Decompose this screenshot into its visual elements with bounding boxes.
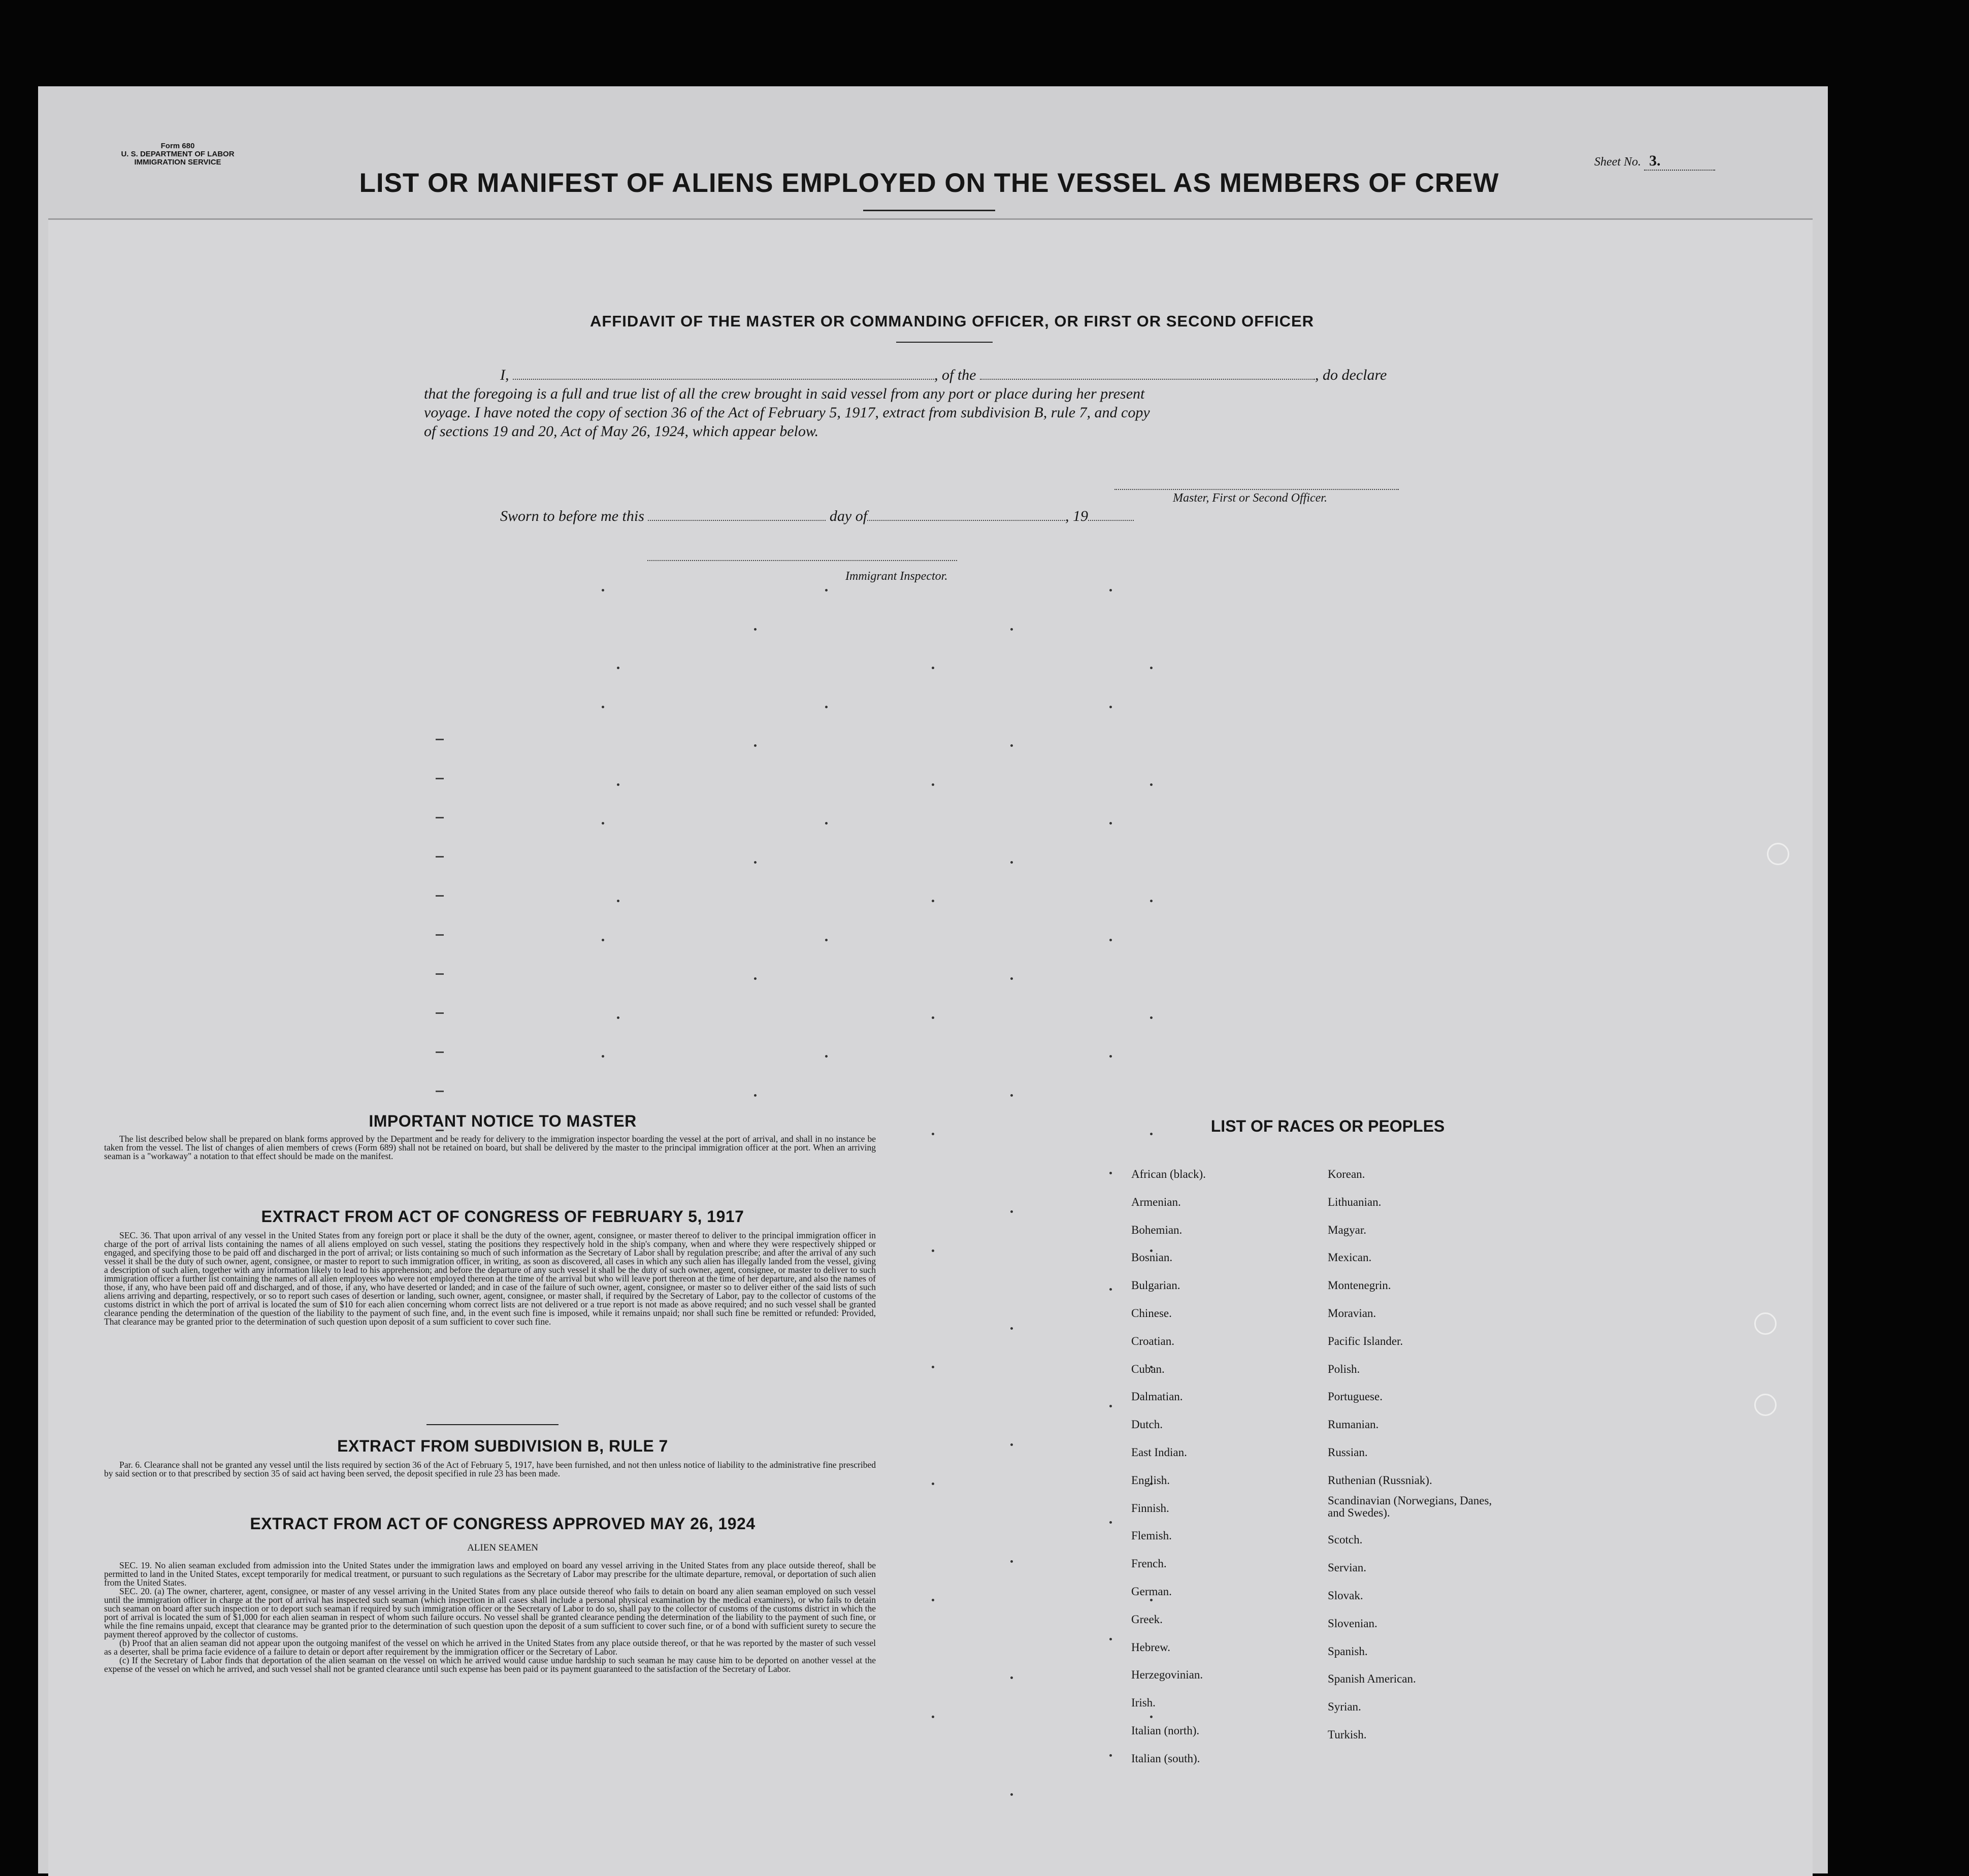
inspector-label: Immigrant Inspector. bbox=[845, 570, 948, 583]
show-through-dot bbox=[1109, 1638, 1112, 1640]
show-through-dot bbox=[932, 900, 934, 902]
show-through-dot bbox=[1150, 783, 1153, 786]
declaration-of-the: , of the bbox=[934, 367, 976, 383]
declaration-line-3: voyage. I have noted the copy of section 36 of the Act of February 5, 1917, extract from subdivision B, rule 7, and copy bbox=[424, 404, 1150, 421]
sec-19-paragraph: SEC. 19. No alien seaman excluded from admission into the United States under the immigration laws and employed on board any vessel arriving in the United States from any place outside thereof, shall be permitted to land in the United States, except temporarily for medical treatment, or pursuant to such regulations as the Secretary of Labor may prescribe for the ultimate departure, removal, or deportation of such alien from the United States. bbox=[104, 1560, 876, 1588]
year-prefix: , 19 bbox=[1065, 508, 1089, 524]
show-through-dot bbox=[1150, 1599, 1153, 1601]
show-through-dot bbox=[932, 1716, 934, 1718]
day-of-label: day of bbox=[829, 508, 868, 524]
race-item: Slovak. bbox=[1328, 1589, 1363, 1602]
race-item: Finnish. bbox=[1131, 1501, 1169, 1515]
show-through-dot bbox=[1109, 1055, 1112, 1058]
show-through-dot bbox=[1109, 1288, 1112, 1291]
declaration-line-4: of sections 19 and 20, Act of May 26, 1924, which appear below. bbox=[424, 423, 819, 440]
rule-7-paragraph: Par. 6. Clearance shall not be granted any vessel until the lists required by section 36 of the Act of February 5, 1917, have been furnished, and not then unless notice of liability to the administrative fine prescribed by said section or to that prescribed by section 35 of said act having been served, the deposit specified in rule 23 has been made. bbox=[104, 1460, 876, 1478]
show-through-dot bbox=[754, 861, 757, 864]
race-item: Bosnian. bbox=[1131, 1251, 1173, 1264]
notice-text bbox=[104, 1135, 876, 1161]
show-through-dot bbox=[617, 783, 619, 786]
show-through-dot bbox=[932, 1249, 934, 1252]
race-item: Hebrew. bbox=[1131, 1640, 1171, 1654]
show-through-dot bbox=[825, 706, 828, 708]
show-through-dot bbox=[602, 939, 604, 941]
affidavit-rule bbox=[896, 342, 993, 343]
show-through-dot bbox=[602, 822, 604, 825]
race-item: English. bbox=[1131, 1473, 1170, 1487]
race-item: Mexican. bbox=[1328, 1251, 1372, 1264]
binder-hole bbox=[1754, 1394, 1777, 1416]
show-through-dot bbox=[1010, 744, 1013, 747]
extract-1917-title: EXTRACT FROM ACT OF CONGRESS OF FEBRUARY 5, 1917 bbox=[261, 1207, 744, 1226]
show-through-dot bbox=[1150, 1716, 1153, 1718]
sec-20a-paragraph: SEC. 20. (a) The owner, charterer, agent, consignee, or master of any vessel arriving in the United States from any place outside thereof who fails to detain on board any alien seaman employed on such vessel until the immigration officer in charge at the port of arrival has inspected such seaman (which inspection in all cases shall include a personal physical examination by the medical examiners), or who fails to detain such seaman on board after such inspection or to deport such seaman if required by such immigration officer or the Secretary of Labor to do so, shall pay to the collector of customs of the customs district in which the port of arrival is located the sum of $1,000 for each alien seaman in respect of whom such failure occurs. No vessel shall be granted clearance pending the determination of the liability to the payment of such fine, or while the fine remains unpaid, except that clearance may be granted prior to the determination of such question upon the deposit of a sum sufficient to cover such fine, or of a bond with sufficient surety to secure the payment thereof approved by the collector of customs. bbox=[104, 1586, 876, 1639]
show-through-dot bbox=[1010, 1676, 1013, 1679]
show-through-dot bbox=[1010, 861, 1013, 864]
show-through-dot bbox=[932, 1483, 934, 1485]
show-through-dot bbox=[754, 1094, 757, 1097]
sec-20c-paragraph: (c) If the Secretary of Labor finds that deportation of the alien seaman on the vessel on which he arrived would cause undue hardship to such seaman he may cause him to be deported on another vessel at the expense of the vessel on which he arrived, and such vessel shall not be granted clearance until such expense has been paid or its payment guaranteed to the satisfaction of the Secretary of Labor. bbox=[104, 1655, 876, 1674]
show-through-dot bbox=[1150, 667, 1153, 669]
show-through-dot bbox=[754, 977, 757, 980]
race-item: Russian. bbox=[1328, 1446, 1368, 1459]
name-field[interactable] bbox=[513, 367, 934, 380]
notice-title: IMPORTANT NOTICE TO MASTER bbox=[369, 1112, 637, 1130]
show-through-dash bbox=[436, 934, 444, 936]
show-through-dot bbox=[617, 667, 619, 669]
show-through-dot bbox=[1109, 589, 1112, 591]
show-through-dash bbox=[436, 856, 444, 858]
signature-label: Master, First or Second Officer. bbox=[1173, 491, 1327, 505]
race-item: Croatian. bbox=[1131, 1334, 1174, 1347]
race-item: Slovenian. bbox=[1328, 1617, 1377, 1630]
race-item: Servian. bbox=[1328, 1561, 1367, 1574]
race-item: Moravian. bbox=[1328, 1307, 1376, 1320]
race-item: Herzegovinian. bbox=[1131, 1668, 1203, 1682]
race-item: Korean. bbox=[1328, 1168, 1365, 1180]
affidavit-title: AFFIDAVIT OF THE MASTER OR COMMANDING OFFICER, OR FIRST OR SECOND OFFICER bbox=[589, 312, 1315, 330]
show-through-dot bbox=[932, 1133, 934, 1135]
race-item: Irish. bbox=[1131, 1696, 1156, 1709]
show-through-dot bbox=[602, 589, 604, 591]
show-through-dot bbox=[932, 1366, 934, 1368]
show-through-dot bbox=[825, 822, 828, 825]
race-item: Spanish. bbox=[1328, 1644, 1368, 1658]
show-through-dot bbox=[1109, 1754, 1112, 1757]
show-through-dash bbox=[436, 1091, 444, 1092]
manifest-title: LIST OR MANIFEST OF ALIENS EMPLOYED ON THE VESSEL AS MEMBERS OF CREW bbox=[359, 168, 1499, 198]
show-through-dot bbox=[1010, 1443, 1013, 1446]
scanner-edge bbox=[1828, 0, 1969, 1874]
show-through-dot bbox=[1010, 1210, 1013, 1213]
rule-7-text bbox=[104, 1461, 876, 1478]
show-through-dash bbox=[436, 1012, 444, 1014]
extract-1917-text bbox=[104, 1231, 876, 1326]
sheet-number-label: Sheet No. bbox=[1594, 155, 1641, 169]
sworn-day-field[interactable] bbox=[648, 509, 826, 521]
sec-36-paragraph: SEC. 36. That upon arrival of any vessel in the United States from any foreign port or place it shall be the duty of the owner, agent, consignee, or master thereof to deliver to the principal immigration officer in charge of the port of arrival lists containing the names of all aliens employed on such vessel, stating the positions they respectively hold in the ship's company, when and where they were respectively shipped or engaged, and specifying those to be paid off and discharged in the port of arrival; or lists containing so much of such information as the Secretary of Labor shall by regulation prescribe; and after the arrival of any such vessel it shall be the duty of such owner, agent, consignee, or master to report to such immigration officer, in writing, as soon as discovered, all cases in which any such alien has illegally landed from the vessel, giving a description of such alien, together with any information likely to lead to his apprehension; and before the departure of any such vessel it shall be the duty of such owner, agent, consignee, or master to deliver to such immigration officer a further list containing the names of all alien employees who were not employed thereon at the time of the arrival but who will leave port thereon at the time of her departure, and also the names of those, if any, who have been paid off and discharged, and of those, if any, who have deserted or landed; and in case of the failure of such owner, agent, consignee, or master so to deliver either of the said lists of such aliens arriving and departing, respectively, or so to report such cases of desertion or landing, such owner, agent, consignee, or master shall, if required by the Secretary of Labor, pay to the collector of customs of the customs district in which the port of arrival is located the sum of $10 for each alien concerning whom correct lists are not delivered or a true report is not made as above required; and no such vessel shall be granted clearance pending the determination of the question of the liability to the payment of such fine, and, in the event such fine is imposed, while it remains unpaid; nor shall such fine be remitted or refunded: Provided, That clearance may be granted prior to the determination of such question upon deposit of a sum sufficient to cover such fine. bbox=[104, 1230, 876, 1327]
race-item: Rumanian. bbox=[1328, 1418, 1379, 1431]
race-item: Scandinavian (Norwegians, Danes, and Swedes). bbox=[1328, 1494, 1492, 1519]
show-through-dot bbox=[754, 628, 757, 631]
race-item: Dalmatian. bbox=[1131, 1390, 1183, 1403]
race-item: German. bbox=[1131, 1585, 1172, 1598]
sworn-line bbox=[500, 508, 1134, 525]
race-item: Lithuanian. bbox=[1328, 1195, 1382, 1208]
race-item: Bulgarian. bbox=[1131, 1279, 1180, 1292]
show-through-dot bbox=[1010, 1793, 1013, 1796]
race-item: Polish. bbox=[1328, 1362, 1360, 1375]
show-through-dash bbox=[436, 778, 444, 779]
department-name: U. S. DEPARTMENT OF LABOR bbox=[121, 150, 235, 158]
race-item: Magyar. bbox=[1328, 1223, 1367, 1236]
inspector-signature-line[interactable] bbox=[647, 560, 957, 561]
show-through-dot bbox=[602, 706, 604, 708]
sworn-year-field[interactable] bbox=[1088, 509, 1134, 521]
show-through-dot bbox=[602, 1055, 604, 1058]
show-through-dot bbox=[1109, 1521, 1112, 1524]
show-through-dash bbox=[436, 1051, 444, 1053]
show-through-dot bbox=[825, 939, 828, 941]
notice-paragraph: The list described below shall be prepared on blank forms approved by the Department and be ready for delivery to the immigration inspector boarding the vessel at the port of arrival, and shall in no instance be taken from the vessel. The list of changes of alien members of crews (Form 689) shall not be retained on board, but shall be delivered by the master to the principal immigration officer at the port. When an arriving seaman is a "workaway" a notation to that effect should be made on the manifest. bbox=[104, 1134, 876, 1161]
extract-1924-text bbox=[104, 1561, 876, 1673]
sworn-month-field[interactable] bbox=[867, 509, 1065, 521]
show-through-dot bbox=[1109, 939, 1112, 941]
race-item: Dutch. bbox=[1131, 1418, 1163, 1431]
form-number: Form 680 bbox=[160, 142, 195, 150]
extract-rule bbox=[426, 1424, 559, 1425]
show-through-dash bbox=[436, 973, 444, 975]
sheet-number-value: 3. bbox=[1644, 152, 1715, 171]
show-through-dot bbox=[754, 744, 757, 747]
sheet-number bbox=[1594, 152, 1715, 171]
alien-seamen-subtitle: ALIEN SEAMEN bbox=[467, 1542, 538, 1553]
show-through-dash bbox=[436, 817, 444, 818]
race-item: Greek. bbox=[1131, 1612, 1163, 1626]
race-item: Flemish. bbox=[1131, 1529, 1172, 1542]
race-item: Cuban. bbox=[1131, 1362, 1165, 1375]
race-item: Armenian. bbox=[1131, 1195, 1181, 1208]
race-item: Ruthenian (Russniak). bbox=[1328, 1473, 1432, 1487]
show-through-dot bbox=[1109, 822, 1112, 825]
races-title: LIST OF RACES OR PEOPLES bbox=[1210, 1117, 1445, 1135]
show-through-dot bbox=[617, 900, 619, 902]
show-through-dot bbox=[1150, 1016, 1153, 1019]
form-header bbox=[104, 142, 251, 167]
show-through-dash bbox=[436, 739, 444, 740]
race-item: French. bbox=[1131, 1557, 1167, 1570]
race-item: Pacific Islander. bbox=[1328, 1334, 1403, 1347]
race-item: East Indian. bbox=[1131, 1446, 1187, 1459]
sworn-label: Sworn to before me this bbox=[500, 508, 644, 524]
show-through-dot bbox=[932, 1599, 934, 1601]
show-through-dot bbox=[1109, 1172, 1112, 1174]
declaration-text bbox=[424, 366, 1439, 441]
show-through-dot bbox=[1010, 977, 1013, 980]
show-through-dot bbox=[932, 1016, 934, 1019]
show-through-dot bbox=[932, 783, 934, 786]
race-item: Montenegrin. bbox=[1328, 1279, 1391, 1292]
show-through-dot bbox=[1010, 1327, 1013, 1330]
extract-1924-title: EXTRACT FROM ACT OF CONGRESS APPROVED MAY 26, 1924 bbox=[250, 1515, 756, 1533]
show-through-dot bbox=[932, 667, 934, 669]
show-through-dot bbox=[1150, 900, 1153, 902]
race-item: Spanish American. bbox=[1328, 1672, 1416, 1686]
race-item: African (black). bbox=[1131, 1168, 1206, 1180]
race-item: Chinese. bbox=[1131, 1307, 1172, 1320]
declaration-i: I, bbox=[500, 367, 509, 383]
show-through-dot bbox=[1109, 1405, 1112, 1407]
race-item: Turkish. bbox=[1328, 1728, 1367, 1741]
show-through-dot bbox=[825, 1055, 828, 1058]
race-item: Portuguese. bbox=[1328, 1390, 1383, 1403]
declaration-line-2: that the foregoing is a full and true list of all the crew brought in said vessel from any port or place during her present bbox=[424, 385, 1145, 402]
race-item: Italian (south). bbox=[1131, 1752, 1200, 1765]
show-through-dot bbox=[1010, 1094, 1013, 1097]
signature-line[interactable] bbox=[1114, 489, 1399, 490]
binder-hole bbox=[1754, 1312, 1777, 1335]
rule-7-title: EXTRACT FROM SUBDIVISION B, RULE 7 bbox=[337, 1437, 668, 1455]
race-item: Bohemian. bbox=[1131, 1223, 1183, 1236]
race-item: Italian (north). bbox=[1131, 1724, 1200, 1737]
show-through-dot bbox=[1010, 628, 1013, 631]
race-item: Syrian. bbox=[1328, 1700, 1361, 1714]
declaration-do-declare: , do declare bbox=[1315, 367, 1387, 383]
show-through-dot bbox=[825, 589, 828, 591]
show-through-dash bbox=[436, 895, 444, 897]
title-rule bbox=[863, 210, 995, 211]
show-through-dot bbox=[1010, 1560, 1013, 1563]
show-through-dot bbox=[617, 1016, 619, 1019]
vessel-field[interactable] bbox=[980, 367, 1315, 380]
service-name: IMMIGRATION SERVICE bbox=[134, 158, 221, 167]
show-through-dot bbox=[1150, 1133, 1153, 1135]
race-item: Scotch. bbox=[1328, 1533, 1363, 1546]
binder-hole bbox=[1767, 843, 1789, 865]
sec-20b-paragraph: (b) Proof that an alien seaman did not appear upon the outgoing manifest of the vessel on which he arrived in the United States from any place outside thereof, or that he was reported by the master of such vessel as a deserter, shall be prima facie evidence of a failure to detain or deport after requirement by the immigration officer or the Secretary of Labor. bbox=[104, 1638, 876, 1657]
show-through-dot bbox=[1109, 706, 1112, 708]
